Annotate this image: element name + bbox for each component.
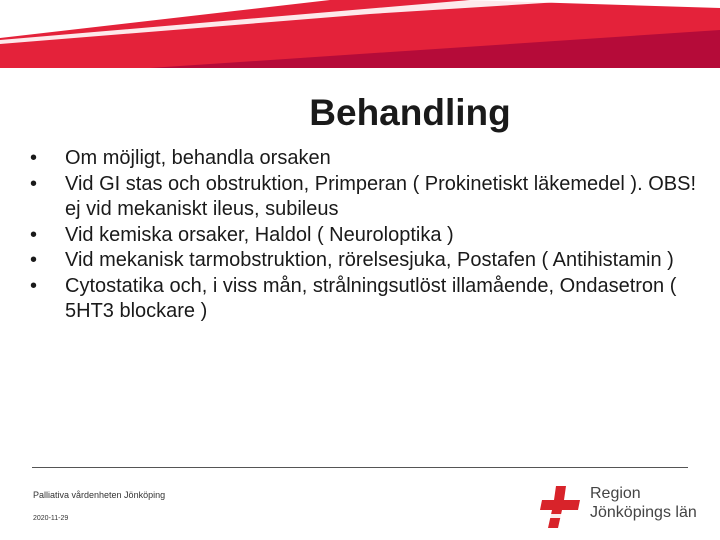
slide-title: Behandling <box>309 92 511 133</box>
bullet-list <box>30 146 700 325</box>
region-cross-icon <box>540 484 582 528</box>
footer-organization: Palliativa vårdenheten Jönköping <box>33 490 166 500</box>
logo-text <box>590 484 697 522</box>
logo-line-region: Region <box>590 485 641 502</box>
bullet-item: • Vid kemiska orsaker, Haldol ( Neuroloptika ) <box>30 223 700 249</box>
header-banner <box>0 0 720 68</box>
bullet-item: • Om möjligt, behandla orsaken <box>30 146 700 172</box>
footer-divider <box>32 467 688 468</box>
bullet-item: • Vid mekanisk tarmobstruktion, rörelsesjuka, Postafen ( Antihistamin ) <box>30 248 700 274</box>
bullet-item: • Cytostatika och, i viss mån, strålningsutlöst illamående, Ondasetron ( 5HT3 blockare ) <box>30 274 700 325</box>
bullet-item: • Vid GI stas och obstruktion, Primperan ( Prokinetiskt läkemedel ). OBS! ej vid mekaniskt ileus, subileus <box>30 172 700 223</box>
logo-line-county: Jönköpings län <box>590 504 697 521</box>
region-logo <box>540 480 710 530</box>
footer-date: 2020-11-29 <box>33 515 69 522</box>
